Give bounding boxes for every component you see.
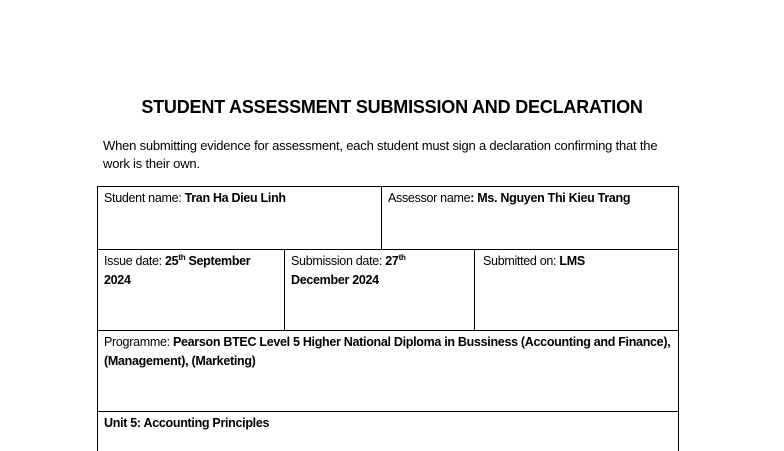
submission-date-value: December 2024	[291, 273, 379, 287]
programme-cell	[97, 330, 679, 412]
issue-date-value: 25th September 2024	[104, 252, 251, 287]
assessor-name-value: : Ms. Nguyen Thi Kieu Trang	[470, 191, 631, 205]
assessor-name-cell	[381, 186, 679, 250]
student-name-cell	[97, 186, 382, 250]
unit-title: Unit 5: Accounting Principles	[104, 416, 270, 430]
student-name-value: Tran Ha Dieu Linh	[184, 191, 286, 205]
issue-date-label: Issue date:	[104, 254, 166, 268]
submitted-on-label: Submitted on:	[483, 254, 560, 268]
assessor-name-label: Assessor name	[388, 191, 471, 205]
student-name-label: Student name:	[104, 191, 185, 205]
programme-value: Pearson BTEC Level 5 Higher National Diploma in Bussiness (Accounting and Finance), (Management), (Marketing)	[104, 335, 671, 368]
submission-date-cell	[284, 249, 475, 331]
submission-date-day: 27th	[385, 252, 406, 268]
programme-label: Programme:	[104, 335, 173, 349]
issue-date-cell	[97, 249, 285, 331]
submitted-on-cell	[474, 249, 679, 331]
page-title: STUDENT ASSESSMENT SUBMISSION AND DECLARATION	[141, 97, 643, 117]
submission-date-label: Submission date:	[291, 254, 386, 268]
unit-cell	[97, 411, 679, 451]
submitted-on-value: LMS	[559, 254, 585, 268]
intro-text: When submitting evidence for assessment, each student must sign a declaration confirming that the work is their own.	[103, 138, 658, 171]
